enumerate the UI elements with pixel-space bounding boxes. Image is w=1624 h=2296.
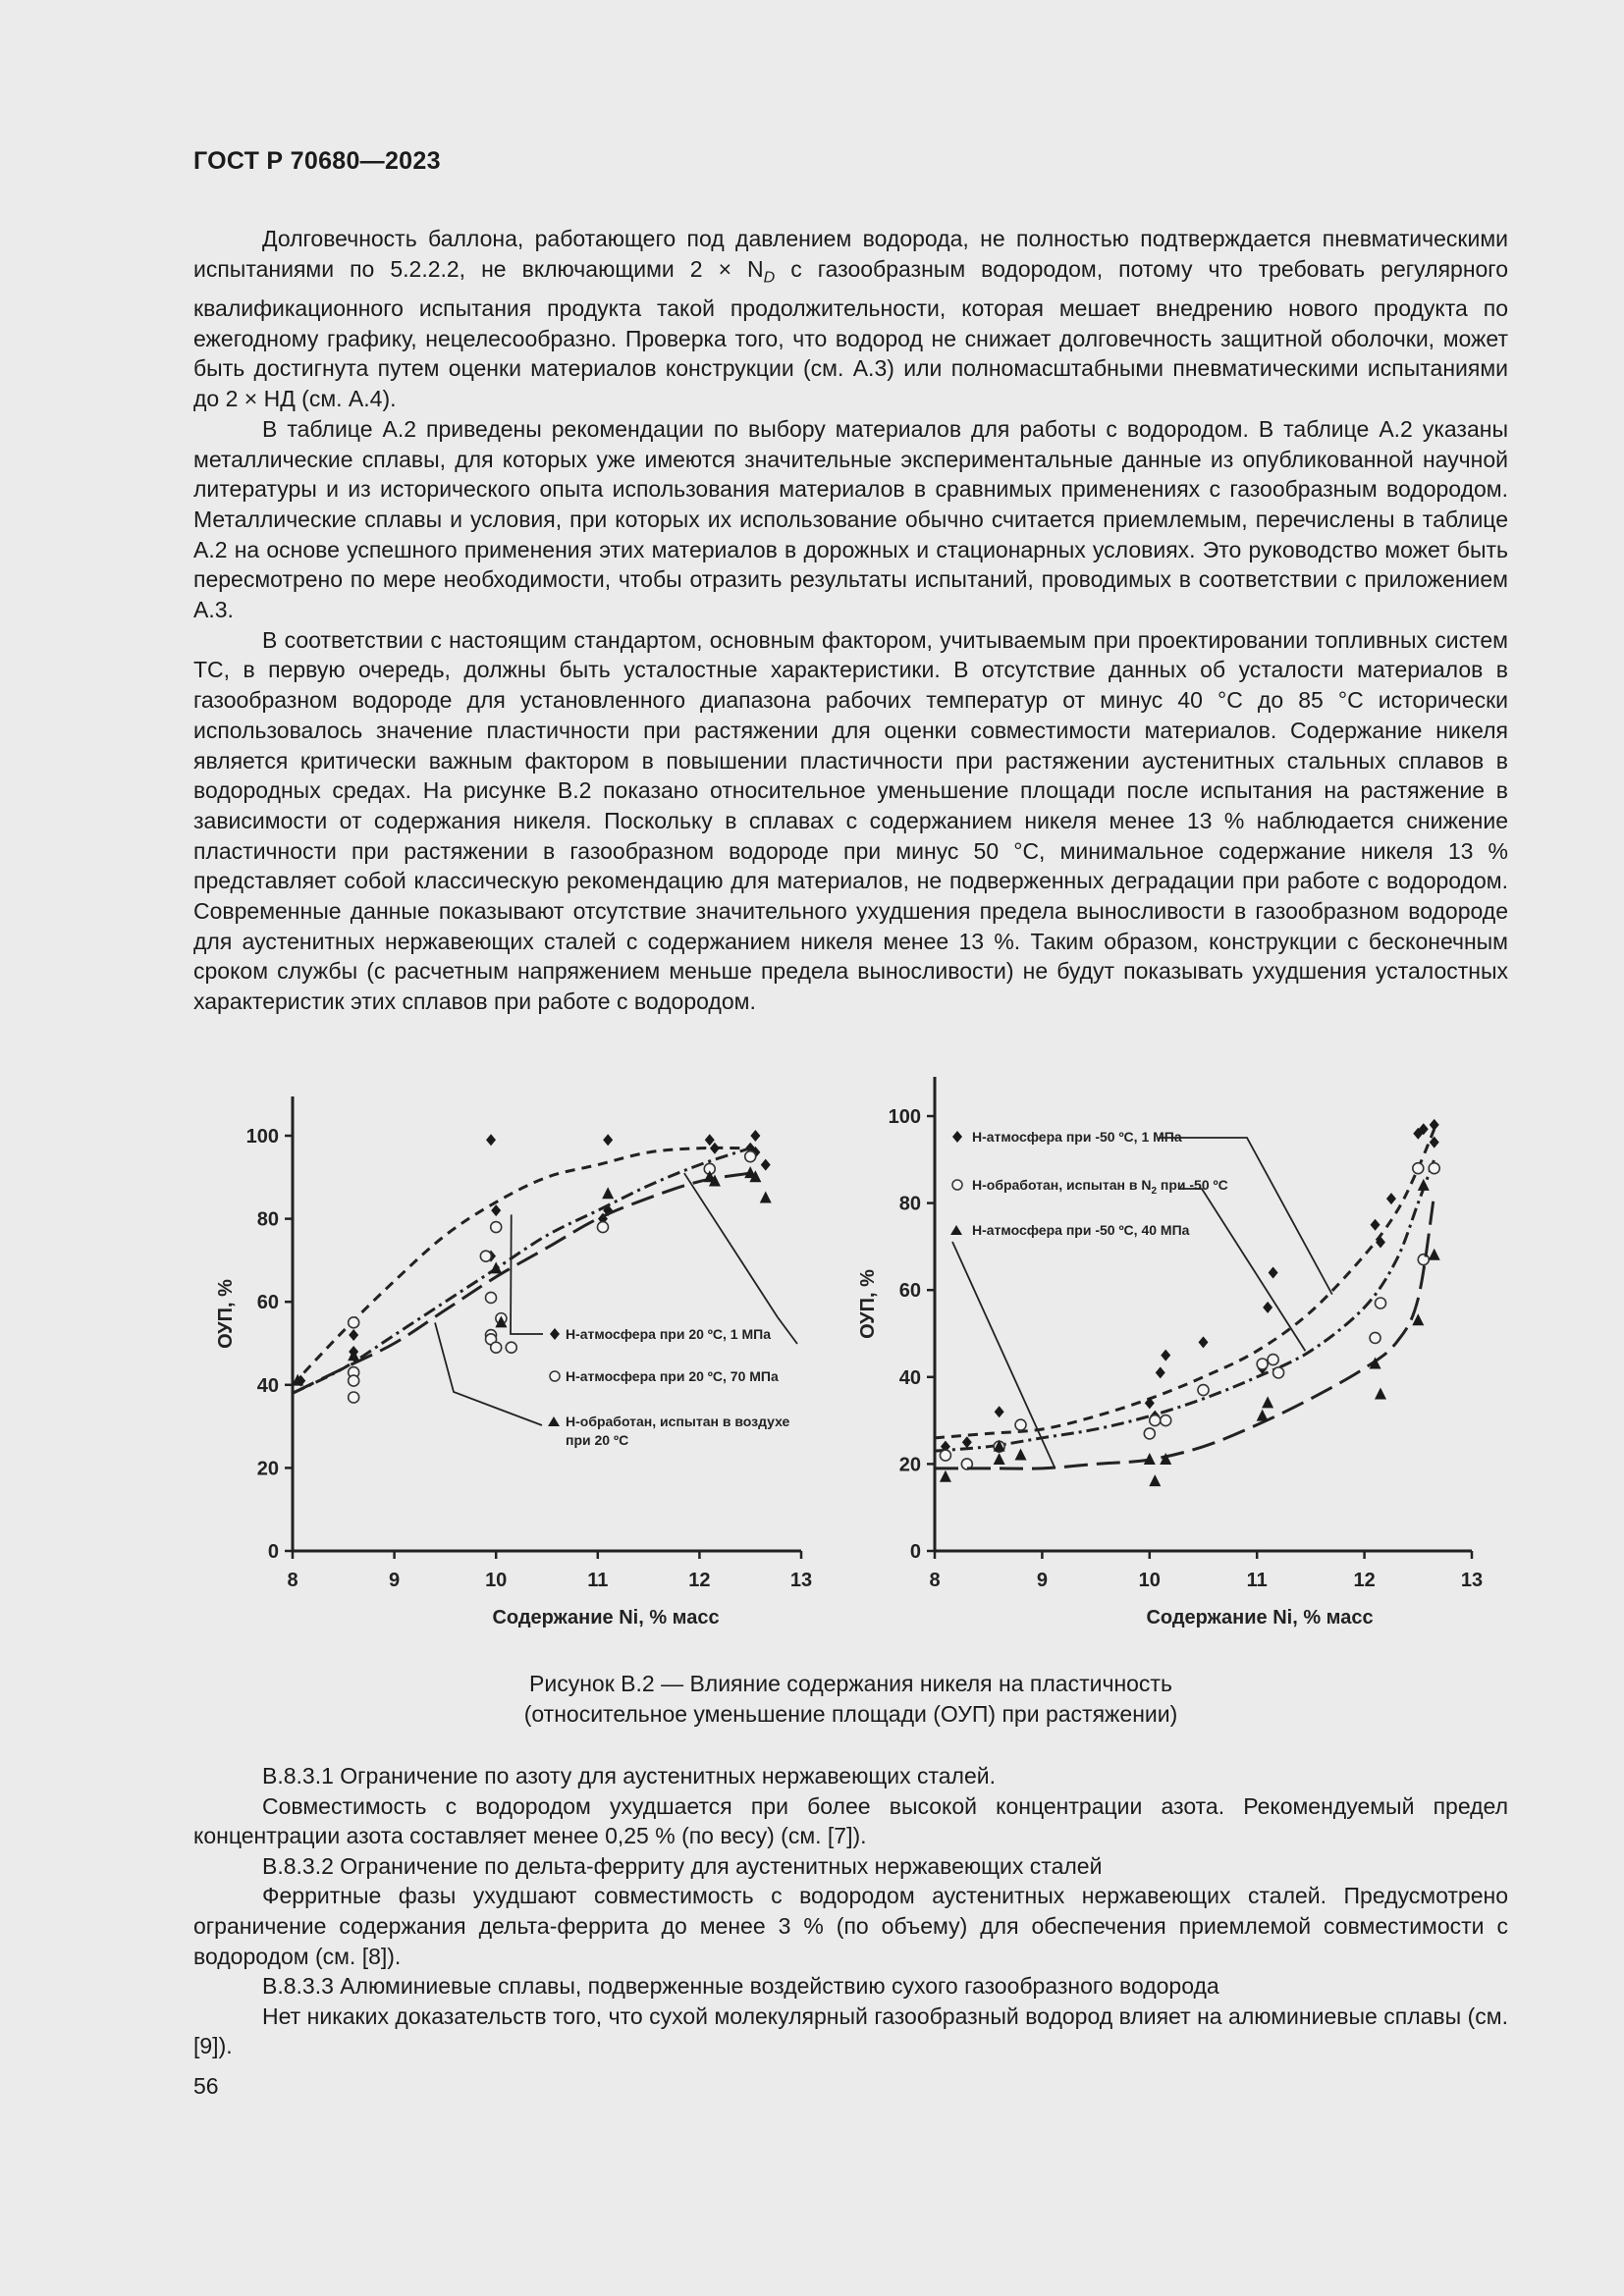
left-point-series-1 [761,1159,771,1171]
right-legend-triangle-icon [950,1225,962,1235]
right-point-series-2 [1376,1298,1386,1308]
right-point-series-2 [1144,1428,1155,1439]
left-legend-circle-icon [550,1371,560,1381]
chart-left [196,1060,825,1649]
left-point-series-1 [491,1204,501,1216]
right-fit-series-1 [935,1129,1435,1438]
right-ytick-label: 0 [909,1541,921,1563]
page-number: 56 [193,2073,219,2099]
left-xlabel: Содержание Ni, % масс [492,1607,720,1629]
paragraph-1: Долговечность баллона, работающего под давлением водорода, не полностью подтверждается пневматическими испытаниями по 5.2.2.2, не включающими $2 \times N_D$ с газообразным водородом, потому что требовать регулярного квалификационного испытания продукта такой продолжительности, которая мешает внедрению нового продукта по ежегодному графику, нецелесообразно. Проверка того, что водород не снижает долговечность защитной оболочки, может быть достигнута путем оценки материалов конструкции (см. А.3) или полномасштабными пневматическими испытаниями до 2 × НД (см. А.4). [193,226,1508,412]
right-point-series-1 [1156,1366,1165,1378]
left-ytick-label: 0 [267,1541,279,1563]
right-point-series-3 [1257,1410,1269,1421]
left-xtick-label: 13 [789,1570,813,1591]
right-xtick-label: 11 [1246,1570,1268,1591]
left-point-series-2 [745,1151,756,1162]
figure-caption-line-1: Рисунок В.2 — Влияние содержания никеля на пластичность [529,1671,1172,1696]
left-point-series-1 [486,1134,496,1146]
right-legend-label-2: Н-обработан, испытан в $N_2$ при -50 ºС [972,1177,1228,1197]
left-xtick-label: 10 [485,1570,508,1591]
right-xtick-label: 13 [1460,1570,1484,1591]
right-point-series-2 [1161,1415,1171,1426]
chart-right [837,1060,1514,1649]
right-point-series-1 [1161,1350,1170,1362]
left-point-series-1 [705,1134,715,1146]
left-ytick-label: 100 [245,1126,279,1148]
right-point-series-1 [962,1436,972,1448]
right-point-series-2 [1198,1385,1209,1396]
right-point-series-2 [1015,1419,1026,1430]
left-legend-label-1: Н-атмосфера при 20 ºС, 1 МПа [566,1326,771,1342]
left-point-series-1 [603,1134,613,1146]
left-ytick-label: 60 [256,1292,279,1314]
right-legend-diamond-icon [952,1131,962,1143]
right-ytick-label: 20 [898,1454,921,1476]
right-point-series-1 [1386,1193,1396,1204]
left-fit-series-3 [293,1173,750,1393]
right-axes [935,1077,1472,1551]
right-point-series-3 [1429,1249,1440,1260]
right-point-series-2 [1150,1415,1161,1426]
left-point-series-2 [486,1292,497,1303]
right-point-series-2 [1268,1355,1278,1365]
lower-text [193,1761,1508,2061]
right-point-series-2 [1273,1367,1284,1378]
right-leader-3 [952,1242,1056,1468]
left-legend-label-4: при 20 ºС [566,1432,629,1448]
left-point-series-3 [602,1187,614,1199]
left-ytick-label: 20 [256,1458,279,1480]
clause-b832-text: Ферритные фазы ухудшают совместимость с водородом аустенитных нержавеющих сталей. Предусмотрено ограничение содержания дельта-феррита до менее 3 % (по объему) для обеспечения приемлемой совместимости с водородом (см. [8]). [193,1883,1508,1969]
right-fit-series-2 [935,1159,1435,1451]
right-point-series-3 [1144,1453,1156,1465]
left-legend-triangle-icon [548,1416,560,1426]
right-xtick-label: 10 [1138,1570,1161,1591]
right-xtick-label: 9 [1036,1570,1048,1591]
right-legend-circle-icon [952,1180,962,1190]
body-text [193,224,1508,1017]
left-legend-label-3: Н-обработан, испытан в воздухе [566,1414,790,1429]
left-point-series-3 [760,1191,772,1202]
left-point-series-2 [349,1317,359,1328]
figure-caption [193,1669,1508,1730]
right-point-series-1 [995,1406,1004,1417]
left-point-series-3 [348,1349,359,1361]
left-xtick-label: 12 [688,1570,711,1591]
left-point-series-2 [349,1375,359,1386]
right-ytick-label: 80 [898,1193,921,1215]
paragraph-3: В соответствии с настоящим стандартом, основным фактором, учитываемым при проектировании топливных систем ТС, в первую очередь, должны быть усталостные характеристики. В отсутствие данных об усталости материалов в газообразном водороде для установленного диапазона рабочих температур от минус 40 °С до 85 °С исторически использовалось значение пластичности при растяжении для оценки совместимости материалов. Содержание никеля является критически важным фактором в повышении пластичности при растяжении аустенитных стальных сплавов в водородных средах. На рисунке В.2 показано относительное уменьшение площади после испытания на растяжение в зависимости от содержания никеля. Поскольку в сплавах с содержанием никеля менее 13 % наблюдается снижение пластичности при растяжении в газообразном водороде при минус 50 °С, минимальное содержание никеля 13 % представляет собой классическую рекомендацию для материалов, не подверженных деградации при работе с водородом. Современные данные показывают отсутствие значительного ухудшения предела выносливости в газообразном водороде для аустенитных нержавеющих сталей с содержанием никеля менее 13 %. Таким образом, конструкции с бесконечным сроком службы (с расчетным напряжением меньше предела выносливости) не будут показывать ухудшения усталостных характеристик этих сплавов при работе с водородом. [193,626,1508,1015]
document-code-header: ГОСТ Р 70680—2023 [193,147,441,175]
right-xlabel: Содержание Ni, % масс [1146,1607,1374,1629]
left-point-series-3 [490,1261,502,1273]
clause-b833-text: Нет никаких доказательств того, что сухой молекулярный газообразный водород влияет на алюминиевые сплавы (см. [9]). [193,2002,1508,2059]
left-leader-2 [684,1173,797,1344]
clause-b831-text: Совместимость с водородом ухудшается при более высокой концентрации азота. Рекомендуемый предел концентрации азота составляет менее 0,25 % (по весу) (см. [7]). [193,1792,1508,1849]
right-legend-label-3: Н-атмосфера при -50 ºС, 40 МПа [972,1222,1190,1238]
right-legend-label-1: Н-атмосфера при -50 ºС, 1 МПа [972,1129,1182,1145]
right-ylabel: ОУП, % [857,1269,879,1339]
right-point-series-3 [994,1453,1005,1465]
left-legend-diamond-icon [550,1328,560,1340]
left-point-series-2 [480,1251,491,1261]
right-point-series-1 [1371,1219,1380,1231]
right-xtick-label: 12 [1353,1570,1376,1591]
left-point-series-2 [491,1222,502,1233]
right-leader-2 [1178,1189,1305,1351]
left-point-series-2 [349,1392,359,1403]
left-point-series-2 [597,1222,608,1233]
right-ytick-label: 40 [898,1366,921,1389]
right-point-series-1 [1199,1336,1209,1348]
left-xtick-label: 8 [287,1570,298,1591]
right-point-series-2 [940,1450,950,1461]
left-fit-series-1 [293,1148,750,1384]
right-point-series-2 [1429,1163,1439,1174]
left-ytick-label: 40 [256,1374,279,1397]
left-xtick-label: 11 [587,1570,609,1591]
right-point-series-3 [1262,1396,1273,1408]
clause-b832-title: В.8.3.2 Ограничение по дельта-ферриту для аустенитных нержавеющих сталей [262,1852,1103,1879]
left-ylabel: ОУП, % [215,1279,237,1349]
right-point-series-3 [940,1470,951,1482]
right-ytick-label: 60 [898,1280,921,1303]
right-point-series-3 [1418,1179,1430,1191]
left-point-series-1 [750,1130,760,1142]
right-point-series-3 [1015,1449,1027,1461]
right-point-series-1 [1430,1137,1439,1148]
figure-b2 [196,1060,1512,1649]
right-leader-1 [1159,1138,1332,1295]
left-point-series-1 [349,1329,358,1341]
left-legend-label-2: Н-атмосфера при 20 ºС, 70 МПа [566,1368,779,1384]
right-xtick-label: 8 [929,1570,941,1591]
right-ytick-label: 100 [888,1106,921,1128]
right-point-series-2 [1370,1332,1380,1343]
clause-b831-title: В.8.3.1 Ограничение по азоту для аустенитных нержавеющих сталей. [262,1763,996,1789]
right-point-series-1 [1269,1266,1278,1278]
left-point-series-2 [491,1342,502,1353]
clause-b833-title: В.8.3.3 Алюминиевые сплавы, подверженные воздействию сухого газообразного водорода [262,1973,1219,2000]
left-axes [293,1096,801,1551]
left-ytick-label: 80 [256,1208,279,1231]
paragraph-2: В таблице А.2 приведены рекомендации по выбору материалов для работы с водородом. В таблице А.2 указаны металлические сплавы, для которых уже имеются значительные экспериментальные данные из опубликованной научной литературы и из исторического опыта использования материалов в сравнимых применениях с газообразным водородом. Металлические сплавы и условия, при которых их использование обычно считается приемлемым, перечислены в таблице А.2 на основе успешного применения этих материалов в дорожных и стационарных условиях. Это руководство может быть пересмотрено по мере необходимости, чтобы отразить результаты испытаний, проводимых в соответствии с приложением А.3. [193,415,1508,623]
right-point-series-1 [1430,1119,1439,1131]
right-point-series-3 [1375,1388,1386,1400]
left-point-series-2 [506,1342,516,1353]
right-point-series-2 [1257,1359,1268,1369]
right-point-series-3 [1149,1474,1161,1486]
right-point-series-1 [1263,1302,1272,1313]
right-point-series-2 [1413,1163,1424,1174]
left-leader-1 [511,1214,543,1334]
left-point-series-1 [710,1143,720,1154]
figure-caption-line-2: (относительное уменьшение площади (ОУП) при растяжении) [523,1701,1178,1727]
left-xtick-label: 9 [389,1570,401,1591]
